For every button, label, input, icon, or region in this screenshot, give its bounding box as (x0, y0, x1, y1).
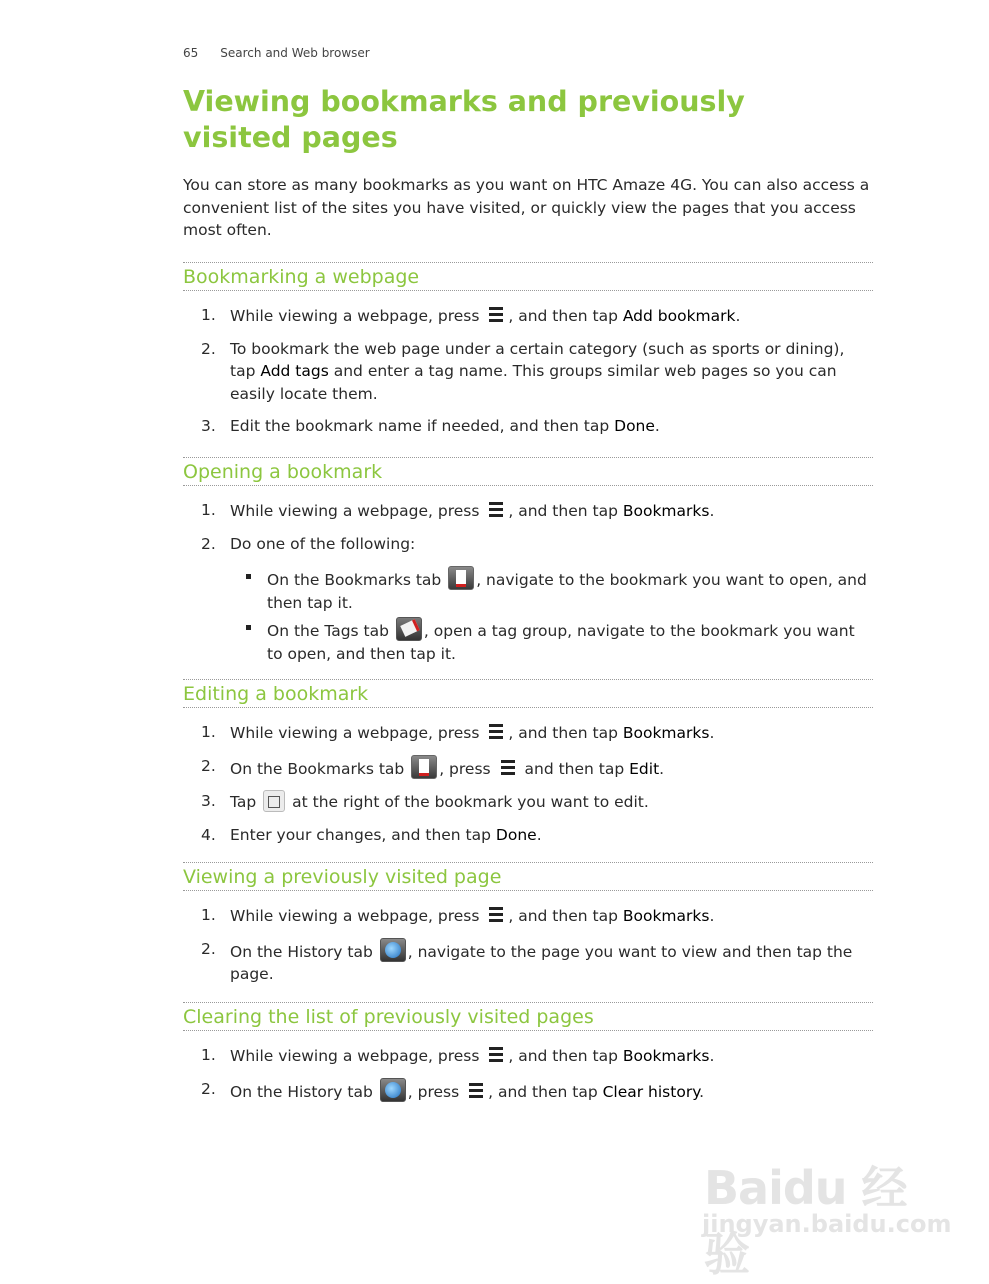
step-1: 1. While viewing a webpage, press , and then tap Bookmarks. (201, 906, 715, 925)
section-viewing (183, 862, 873, 986)
section-clearing (183, 1002, 873, 1103)
step-1: 1. While viewing a webpage, press , and then tap Bookmarks. (201, 723, 715, 742)
step-1: 1. While viewing a webpage, press , and then tap Add bookmark. (201, 306, 741, 325)
history-tab-icon (380, 938, 406, 962)
page-number: 65 (183, 46, 199, 60)
menu-icon (498, 757, 518, 779)
section-title: Opening a bookmark (183, 457, 873, 486)
intro-paragraph: You can store as many bookmarks as you want on HTC Amaze 4G. You can also access a convenient list of the sites you have visited, or quickly view the pages that you access most often. (183, 176, 870, 239)
tags-tab-icon (396, 617, 422, 641)
step-2: 2. On the History tab , press , and then tap Clear history. (201, 1079, 705, 1101)
chapter-title: Search and Web browser (220, 46, 370, 60)
step-4: 4. Enter your changes, and then tap Done. (201, 825, 542, 844)
step-3: 3. Edit the bookmark name if needed, and then tap Done. (201, 417, 660, 435)
menu-icon (486, 304, 506, 326)
bullet-tags-tab: On the Tags tab , open a tag group, navigate to the bookmark you want to open, and then tap it. (230, 617, 873, 665)
page-title: Viewing bookmarks and previously visited pages (183, 85, 745, 154)
watermark-url: jingyan.baidu.com (702, 1210, 952, 1238)
step-2: 2. On the History tab , navigate to the page you want to view and then tap the page. (201, 939, 853, 983)
edit-icon (263, 790, 285, 812)
section-editing (183, 679, 873, 846)
step-3: 3. Tap at the right of the bookmark you want to edit. (201, 792, 649, 811)
ui-label: Add bookmark (622, 307, 736, 325)
ui-label: Bookmarks (622, 502, 710, 520)
section-title: Clearing the list of previously visited pages (183, 1002, 873, 1031)
step-2: 2. On the Bookmarks tab , press and then tap Edit. (201, 756, 665, 778)
section-opening (183, 457, 873, 665)
ui-label: Edit (629, 759, 660, 778)
bullet-bookmarks-tab: On the Bookmarks tab , navigate to the bookmark you want to open, and then tap it. (230, 566, 873, 614)
step-2: 2. Do one of the following: On the Bookmarks tab , navigate to the bookmark you want to open, and then tap it. On the Tags tab , open a tag group, navigate to the bookmark you want to open, and then tap it. (183, 533, 873, 666)
watermark-logo: Baidu 经验 (704, 1161, 907, 1281)
step-1: 1. While viewing a webpage, press , and then tap Bookmarks. (201, 501, 715, 520)
ui-label: Clear history (602, 1082, 700, 1101)
running-header (183, 46, 370, 60)
bookmarks-tab-icon (448, 566, 474, 590)
bookmarks-tab-icon (411, 755, 437, 779)
step-1: 1. While viewing a webpage, press , and then tap Bookmarks. (201, 1046, 715, 1065)
ui-label: Done (495, 825, 537, 844)
ui-label: Done (614, 417, 655, 435)
history-tab-icon (380, 1078, 406, 1102)
ui-label: Bookmarks (622, 724, 710, 742)
menu-icon (486, 721, 506, 743)
section-bookmarking (183, 262, 873, 438)
ui-label: Add tags (260, 362, 329, 380)
ui-label: Bookmarks (622, 1047, 710, 1065)
section-title: Editing a bookmark (183, 679, 873, 708)
menu-icon (486, 499, 506, 521)
watermark (700, 1130, 952, 1281)
step-2: 2. To bookmark the web page under a certain category (such as sports or dining), tap Add tags and enter a tag name. This groups similar web pages so you can easily locate them. (201, 339, 845, 403)
section-title: Bookmarking a webpage (183, 262, 873, 291)
menu-icon (486, 904, 506, 926)
menu-icon (486, 1044, 506, 1066)
ui-label: Bookmarks (622, 907, 710, 925)
section-title: Viewing a previously visited page (183, 862, 873, 891)
menu-icon (466, 1080, 486, 1102)
